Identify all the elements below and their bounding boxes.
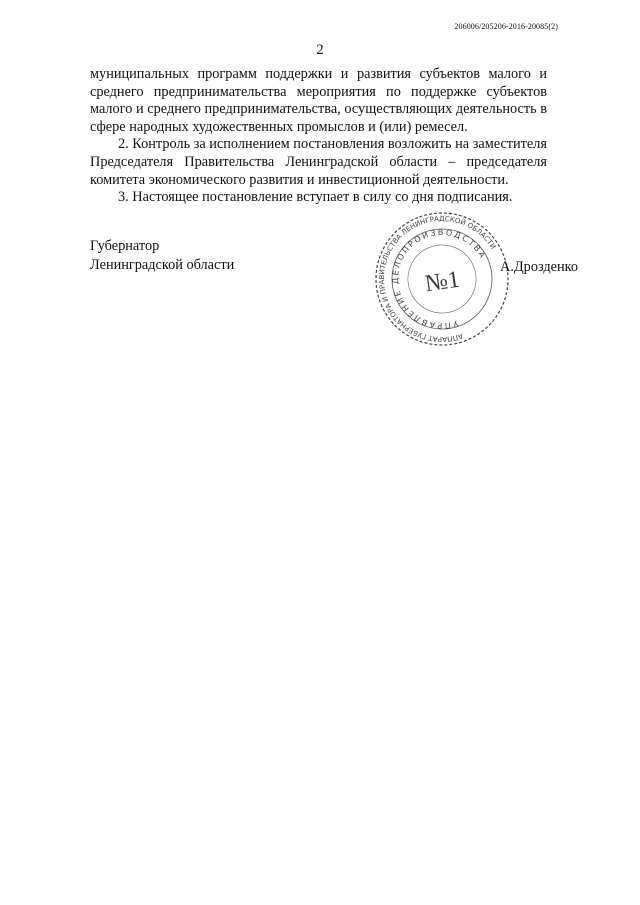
document-number: 206006/205206-2016-20085(2) (454, 22, 558, 31)
paragraph-3: 3. Настоящее постановление вступает в силу со дня подписания. (118, 189, 513, 206)
stamp-number: №1 (423, 266, 462, 298)
stamp-outer-text: АППАРАТ ГУБЕРНАТОРА И ПРАВИТЕЛЬСТВА ЛЕНИНГРАДСКОЙ ОБЛАСТИ (377, 214, 498, 344)
stamp-inner-text: УПРАВЛЕНИЕ ДЕЛОПРОИЗВОДСТВА (390, 227, 488, 331)
official-stamp (372, 209, 512, 349)
signatory-title (90, 237, 234, 275)
signatory-title-line1: Губернатор (90, 238, 160, 254)
page-number: 2 (316, 42, 324, 58)
signatory-name: А.Дрозденко (500, 259, 578, 275)
signatory-title-line2: Ленинградской области (90, 257, 235, 273)
paragraph-continuation: муниципальных программ поддержки и развития субъектов малого и среднего предпринимательства мероприятия по поддержке субъектов малого и среднего предпринимательства, осуществляющих деятельность в сфере народных художественных промыслов и (или) ремесел. (90, 66, 547, 135)
paragraph-2: 2. Контроль за исполнением постановления возложить на заместителя Председателя Правительства Ленинградской области – председателя комитета экономического развития и инвестиционной деятельности. (90, 136, 547, 188)
document-body (90, 66, 547, 207)
